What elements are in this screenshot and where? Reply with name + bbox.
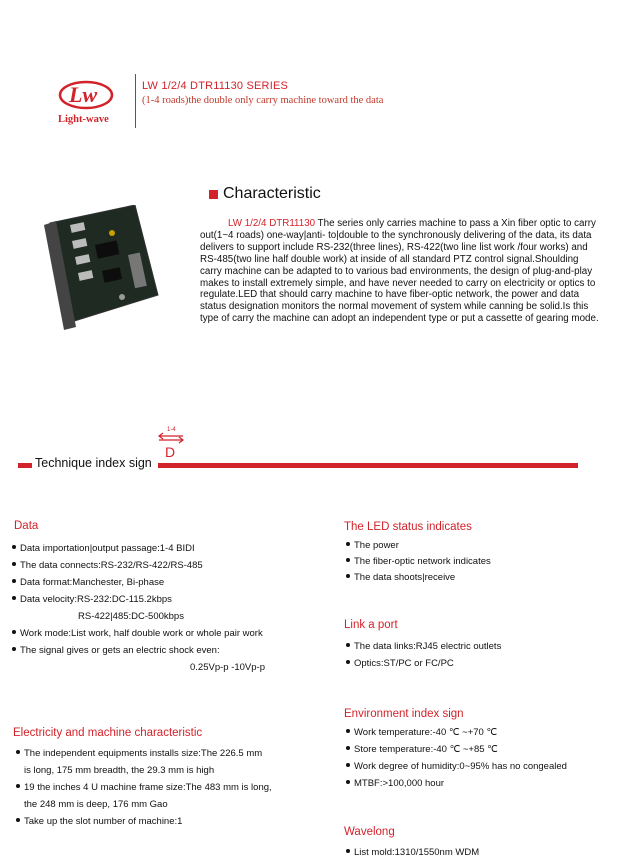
svg-text:1-4: 1-4 — [167, 427, 176, 433]
characteristic-heading: Characteristic — [223, 185, 321, 202]
led-list — [346, 540, 606, 584]
technique-bar-left — [18, 463, 32, 468]
technique-heading: Technique index sign — [35, 456, 152, 470]
list-item-continuation: is long, 175 mm breadth, the 29.3 mm is high — [24, 765, 215, 776]
header-divider — [135, 74, 136, 128]
list-item: List mold:1310/1550nm WDM — [346, 847, 606, 859]
bullet-icon — [346, 558, 350, 562]
port-list — [346, 641, 606, 670]
characteristic-description — [200, 218, 600, 325]
data-heading: Data — [14, 520, 39, 532]
list-item: The independent equipments installs size:The 226.5 mm — [16, 748, 326, 760]
list-item: 19 the inches 4 U machine frame size:The 483 mm is long, — [16, 782, 326, 794]
d-symbol-icon — [156, 424, 186, 460]
list-item: Work temperature:-40 ℃ ~+70 ℃ — [346, 727, 616, 739]
list-item: Data format:Manchester, Bi-phase — [12, 577, 312, 589]
technique-bar-right — [158, 463, 578, 468]
svg-text:D: D — [165, 444, 176, 460]
list-item: The signal gives or gets an electric shock even: — [12, 645, 312, 657]
characteristic-lead: LW 1/2/4 DTR11130 — [228, 218, 316, 229]
bullet-icon — [346, 849, 350, 853]
bullet-icon — [12, 596, 16, 600]
series-title: LW 1/2/4 DTR11130 SERIES — [142, 80, 289, 92]
list-item: The data links:RJ45 electric outlets — [346, 641, 606, 653]
svg-text:Light-wave: Light-wave — [58, 114, 109, 125]
bullet-icon — [12, 562, 16, 566]
bullet-icon — [12, 630, 16, 634]
bullet-icon — [346, 780, 350, 784]
data-list — [12, 543, 312, 674]
characteristic-body: The series only carries machine to pass a Xin fiber optic to carry out(1~4 roads) one-way|anti- to|double to the synchronously delivering of the data, its data delivers to support include RS-232(three lines), RS-422(two line list work /four works) and RS-485(two line half double work) at inside of all standard PTZ control signal.Shoulding carry machine can be adapted to to various bad environments, the design of plug-and-play makes to install extremely simple, and have never needed to carry on electricity or optics to regulate.LED that should carry machine to have fiber-optic network, the power and data status designation monitors the normal movement of system while canning be solid.Is this type of carry the machine can adopt an independent type or put a cassette of gearing mode. — [200, 218, 599, 325]
list-item: Store temperature:-40 ℃ ~+85 ℃ — [346, 744, 616, 756]
environment-heading: Environment index sign — [344, 708, 464, 720]
bullet-icon — [16, 818, 20, 822]
list-item: Work degree of humidity:0~95% has no congealed — [346, 761, 616, 773]
list-item: Take up the slot number of machine:1 — [16, 816, 326, 828]
wavelength-heading: Wavelong — [344, 826, 395, 838]
bullet-icon — [16, 750, 20, 754]
port-heading: Link a port — [344, 619, 398, 631]
series-subtitle: (1-4 roads)the double only carry machine toward the data — [142, 95, 384, 106]
list-item: Optics:ST/PC or FC/PC — [346, 658, 606, 670]
characteristic-square-icon — [209, 190, 218, 199]
bullet-icon — [12, 579, 16, 583]
list-item: Data importation|output passage:1-4 BIDI — [12, 543, 312, 555]
list-item: The fiber-optic network indicates — [346, 556, 606, 568]
bullet-icon — [346, 746, 350, 750]
list-item: Data velocity:RS-232:DC-115.2kbps — [12, 594, 312, 606]
svg-text:Lw: Lw — [69, 82, 98, 107]
velocity-continuation: RS-422|485:DC-500kbps — [78, 611, 184, 622]
bullet-icon — [16, 784, 20, 788]
electricity-heading: Electricity and machine characteristic — [13, 727, 203, 739]
environment-list — [346, 727, 616, 790]
list-item: MTBF:>100,000 hour — [346, 778, 616, 790]
list-item: The power — [346, 540, 606, 552]
bullet-icon — [346, 643, 350, 647]
bullet-icon — [346, 542, 350, 546]
list-item: The data shoots|receive — [346, 572, 606, 584]
bullet-icon — [346, 729, 350, 733]
product-board-image — [40, 205, 160, 330]
bullet-icon — [346, 660, 350, 664]
list-item: The data connects:RS-232/RS-422/RS-485 — [12, 560, 312, 572]
list-item: Work mode:List work, half double work or whole pair work — [12, 628, 312, 640]
bullet-icon — [346, 574, 350, 578]
bullet-icon — [346, 763, 350, 767]
led-heading: The LED status indicates — [344, 521, 472, 533]
electricity-list — [16, 748, 326, 828]
list-item-continuation: the 248 mm is deep, 176 mm Gao — [24, 799, 168, 810]
signal-range: 0.25Vp-p -10Vp-p — [190, 662, 265, 673]
bullet-icon — [12, 647, 16, 651]
bullet-icon — [12, 545, 16, 549]
light-wave-logo — [52, 76, 124, 126]
wavelength-list — [346, 847, 606, 859]
